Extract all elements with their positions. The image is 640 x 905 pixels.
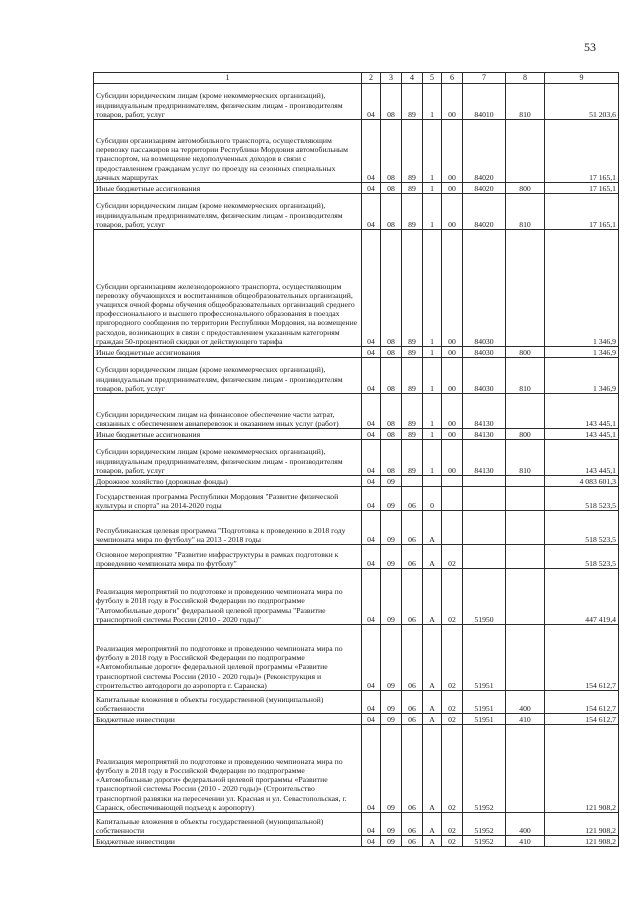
subprogram-code: 1 <box>423 120 442 183</box>
expense-type-code <box>506 394 545 429</box>
event-code <box>442 476 463 487</box>
section-code: 04 <box>362 511 381 545</box>
amount: 121 908,2 <box>545 725 619 813</box>
subsection-code: 08 <box>381 230 402 347</box>
section-code: 04 <box>362 691 381 714</box>
direction-code: 84030 <box>463 347 506 358</box>
program-code: 89 <box>402 347 423 358</box>
item-name: Реализация мероприятий по подготовке и проведению чемпионата мира по футболу в 2018 году в Российской Федерации по подпрограмме «Автомобильные дороги» федеральной целевой программы «Развитие транспортной системы России (2010 - 2020 годы)» (Реконструкция и строительство автодороги до аэропорта г. Саранска) <box>94 625 362 691</box>
event-code: 00 <box>442 84 463 120</box>
subprogram-code: А <box>423 691 442 714</box>
section-code: 04 <box>362 230 381 347</box>
expense-type-code <box>506 545 545 569</box>
subsection-code: 08 <box>381 440 402 476</box>
event-code <box>442 511 463 545</box>
budget-table <box>93 72 619 847</box>
event-code: 02 <box>442 691 463 714</box>
item-name: Капитальные вложения в объекты государственной (муниципальной) собственности <box>94 813 362 836</box>
subprogram-code: А <box>423 714 442 725</box>
event-code: 00 <box>442 120 463 183</box>
event-code: 00 <box>442 230 463 347</box>
program-code: 06 <box>402 487 423 511</box>
amount: 518 523,5 <box>545 545 619 569</box>
expense-type-code <box>506 569 545 625</box>
item-name: Республиканская целевая программа "Подготовка к проведению в 2018 году чемпионата мира по футболу" на 2013 - 2018 годы <box>94 511 362 545</box>
subprogram-code: 1 <box>423 358 442 394</box>
section-code: 04 <box>362 487 381 511</box>
event-code <box>442 487 463 511</box>
direction-code: 51951 <box>463 625 506 691</box>
program-code: 89 <box>402 394 423 429</box>
subprogram-code: 1 <box>423 230 442 347</box>
column-header: 3 <box>381 73 402 84</box>
expense-type-code <box>506 511 545 545</box>
expense-type-code <box>506 625 545 691</box>
event-code: 02 <box>442 836 463 847</box>
expense-type-code <box>506 230 545 347</box>
subprogram-code: 1 <box>423 429 442 440</box>
subsection-code: 08 <box>381 347 402 358</box>
event-code: 02 <box>442 569 463 625</box>
amount: 4 083 601,3 <box>545 476 619 487</box>
item-name: Субсидии организациям железнодорожного транспорта, осуществляющим перевозку обучающихся и воспитанников общеобразовательных организаций, учащихся очной формы обучения общеобразовательных организаций среднего профессионального и высшего профессионального образования в поездах пригородного сообщения по территории Республики Мордовия, на возмещение расходов, возникающих в связи с предоставлением указанным категориям граждан 50-процентной скидки от действующего тарифа <box>94 230 362 347</box>
subprogram-code: А <box>423 836 442 847</box>
subprogram-code: 1 <box>423 347 442 358</box>
amount: 518 523,5 <box>545 511 619 545</box>
section-code: 04 <box>362 836 381 847</box>
expense-type-code: 810 <box>506 194 545 230</box>
subsection-code: 08 <box>381 429 402 440</box>
section-code: 04 <box>362 120 381 183</box>
amount: 51 203,6 <box>545 84 619 120</box>
amount: 143 445,1 <box>545 440 619 476</box>
item-name: Государственная программа Республики Мордовия "Развитие физической культуры и спорта" на 2014-2020 годы <box>94 487 362 511</box>
column-header: 4 <box>402 73 423 84</box>
direction-code: 51952 <box>463 836 506 847</box>
program-code: 06 <box>402 836 423 847</box>
direction-code: 84010 <box>463 84 506 120</box>
table-row <box>94 84 619 120</box>
item-name: Субсидии юридическим лицам (кроме некоммерческих организаций), индивидуальным предпринимателям, физическим лицам - производителям товаров, работ, услуг <box>94 194 362 230</box>
amount: 121 908,2 <box>545 813 619 836</box>
expense-type-code: 410 <box>506 714 545 725</box>
direction-code: 51951 <box>463 691 506 714</box>
amount: 1 346,9 <box>545 358 619 394</box>
expense-type-code: 800 <box>506 347 545 358</box>
item-name: Иные бюджетные ассигнования <box>94 183 362 194</box>
table-row <box>94 545 619 569</box>
subprogram-code: А <box>423 511 442 545</box>
section-code: 04 <box>362 569 381 625</box>
amount: 1 346,9 <box>545 230 619 347</box>
expense-type-code: 410 <box>506 836 545 847</box>
table-header-row <box>94 73 619 84</box>
event-code: 00 <box>442 440 463 476</box>
section-code: 04 <box>362 545 381 569</box>
amount: 17 165,1 <box>545 183 619 194</box>
event-code: 00 <box>442 347 463 358</box>
table-row <box>94 394 619 429</box>
subsection-code: 08 <box>381 183 402 194</box>
direction-code: 84130 <box>463 440 506 476</box>
subsection-code: 09 <box>381 545 402 569</box>
program-code: 89 <box>402 429 423 440</box>
section-code: 04 <box>362 394 381 429</box>
expense-type-code <box>506 725 545 813</box>
column-header: 1 <box>94 73 362 84</box>
expense-type-code: 810 <box>506 358 545 394</box>
amount: 143 445,1 <box>545 429 619 440</box>
event-code: 02 <box>442 714 463 725</box>
amount: 447 419,4 <box>545 569 619 625</box>
program-code: 89 <box>402 230 423 347</box>
program-code: 06 <box>402 714 423 725</box>
subsection-code: 08 <box>381 84 402 120</box>
subprogram-code: 1 <box>423 84 442 120</box>
direction-code: 84030 <box>463 230 506 347</box>
item-name: Субсидии организациям автомобильного транспорта, осуществляющим перевозку пассажиров на территории Республики Мордовия автомобильным транспортом, на возмещение недополученных доходов в связи с предоставлением гражданам услуг по проезду на сезонных специальных дачных маршрутах <box>94 120 362 183</box>
event-code: 02 <box>442 545 463 569</box>
item-name: Реализация мероприятий по подготовке и проведению чемпионата мира по футболу в 2018 году в Российской Федерации по подпрограмме "Автомобильные дороги" федеральной целевой программы "Развитие транспортной системы России (2010 - 2020 годы)" <box>94 569 362 625</box>
subsection-code: 09 <box>381 487 402 511</box>
program-code: 06 <box>402 725 423 813</box>
program-code: 06 <box>402 625 423 691</box>
subsection-code: 08 <box>381 394 402 429</box>
section-code: 04 <box>362 429 381 440</box>
program-code: 06 <box>402 691 423 714</box>
section-code: 04 <box>362 194 381 230</box>
subprogram-code: 1 <box>423 394 442 429</box>
subprogram-code: А <box>423 725 442 813</box>
direction-code: 51952 <box>463 813 506 836</box>
expense-type-code <box>506 120 545 183</box>
program-code: 89 <box>402 358 423 394</box>
subprogram-code: 1 <box>423 440 442 476</box>
table-row <box>94 120 619 183</box>
item-name: Основное мероприятие "Развитие инфраструктуры в рамках подготовки к проведению чемпионата мира по футболу" <box>94 545 362 569</box>
program-code: 06 <box>402 569 423 625</box>
amount: 154 612,7 <box>545 691 619 714</box>
table-row <box>94 358 619 394</box>
event-code: 00 <box>442 183 463 194</box>
column-header: 8 <box>506 73 545 84</box>
table-row <box>94 429 619 440</box>
subsection-code: 08 <box>381 120 402 183</box>
column-header: 5 <box>423 73 442 84</box>
amount: 17 165,1 <box>545 194 619 230</box>
program-code: 89 <box>402 84 423 120</box>
table-row <box>94 476 619 487</box>
table-row <box>94 440 619 476</box>
section-code: 04 <box>362 625 381 691</box>
table-row <box>94 194 619 230</box>
amount: 518 523,5 <box>545 487 619 511</box>
direction-code: 84030 <box>463 358 506 394</box>
expense-type-code <box>506 476 545 487</box>
item-name: Иные бюджетные ассигнования <box>94 429 362 440</box>
program-code: 89 <box>402 120 423 183</box>
direction-code: 84130 <box>463 394 506 429</box>
program-code: 89 <box>402 194 423 230</box>
event-code: 02 <box>442 725 463 813</box>
direction-code: 51952 <box>463 725 506 813</box>
column-header: 2 <box>362 73 381 84</box>
event-code: 00 <box>442 429 463 440</box>
subprogram-code: 1 <box>423 194 442 230</box>
subprogram-code: А <box>423 625 442 691</box>
subsection-code: 08 <box>381 358 402 394</box>
direction-code <box>463 511 506 545</box>
table-row <box>94 183 619 194</box>
direction-code <box>463 545 506 569</box>
section-code: 04 <box>362 358 381 394</box>
amount: 154 612,7 <box>545 714 619 725</box>
program-code: 89 <box>402 183 423 194</box>
table-row <box>94 836 619 847</box>
item-name: Субсидии юридическим лицам на финансовое обеспечение части затрат, связанных с обеспечением авиаперевозок и оказанием иных услуг (работ) <box>94 394 362 429</box>
column-header: 9 <box>545 73 619 84</box>
item-name: Капитальные вложения в объекты государственной (муниципальной) собственности <box>94 691 362 714</box>
event-code: 00 <box>442 358 463 394</box>
direction-code: 84020 <box>463 194 506 230</box>
section-code: 04 <box>362 476 381 487</box>
item-name: Бюджетные инвестиции <box>94 714 362 725</box>
expense-type-code: 800 <box>506 429 545 440</box>
item-name: Дорожное хозяйство (дорожные фонды) <box>94 476 362 487</box>
subsection-code: 09 <box>381 511 402 545</box>
event-code: 02 <box>442 625 463 691</box>
subsection-code: 09 <box>381 725 402 813</box>
table-row <box>94 725 619 813</box>
section-code: 04 <box>362 714 381 725</box>
table-row <box>94 487 619 511</box>
table-row <box>94 511 619 545</box>
subprogram-code <box>423 476 442 487</box>
direction-code: 84020 <box>463 120 506 183</box>
subsection-code: 09 <box>381 625 402 691</box>
column-header: 7 <box>463 73 506 84</box>
table-row <box>94 714 619 725</box>
subsection-code: 09 <box>381 714 402 725</box>
subprogram-code: А <box>423 545 442 569</box>
subsection-code: 09 <box>381 476 402 487</box>
subsection-code: 09 <box>381 569 402 625</box>
table-row <box>94 230 619 347</box>
amount: 154 612,7 <box>545 625 619 691</box>
subsection-code: 09 <box>381 836 402 847</box>
expense-type-code: 810 <box>506 84 545 120</box>
amount: 143 445,1 <box>545 394 619 429</box>
section-code: 04 <box>362 440 381 476</box>
direction-code <box>463 476 506 487</box>
event-code: 00 <box>442 394 463 429</box>
direction-code: 84130 <box>463 429 506 440</box>
subprogram-code: 1 <box>423 183 442 194</box>
item-name: Субсидии юридическим лицам (кроме некоммерческих организаций), индивидуальным предпринимателям, физическим лицам - производителям товаров, работ, услуг <box>94 358 362 394</box>
expense-type-code: 810 <box>506 440 545 476</box>
section-code: 04 <box>362 347 381 358</box>
item-name: Реализация мероприятий по подготовке и проведению чемпионата мира по футболу в 2018 году в Российской Федерации по подпрограмме «Автомобильные дороги» федеральной целевой программы «Развитие транспортной системы России (2010 - 2020 годы)» (Строительство транспортной развязки на пересечении ул. Красная и ул. Севастопольская, г. Саранск, обеспечивающей подъезд к аэропорту) <box>94 725 362 813</box>
table-row <box>94 569 619 625</box>
section-code: 04 <box>362 725 381 813</box>
expense-type-code: 800 <box>506 183 545 194</box>
section-code: 04 <box>362 183 381 194</box>
page-number: 53 <box>584 40 596 54</box>
section-code: 04 <box>362 813 381 836</box>
subsection-code: 08 <box>381 194 402 230</box>
event-code: 00 <box>442 194 463 230</box>
amount: 121 908,2 <box>545 836 619 847</box>
item-name: Бюджетные инвестиции <box>94 836 362 847</box>
direction-code: 51950 <box>463 569 506 625</box>
program-code: 89 <box>402 440 423 476</box>
section-code: 04 <box>362 84 381 120</box>
direction-code: 84020 <box>463 183 506 194</box>
item-name: Субсидии юридическим лицам (кроме некоммерческих организаций), индивидуальным предпринимателям, физическим лицам - производителям товаров, работ, услуг <box>94 440 362 476</box>
column-header: 6 <box>442 73 463 84</box>
item-name: Иные бюджетные ассигнования <box>94 347 362 358</box>
program-code: 06 <box>402 545 423 569</box>
expense-type-code: 400 <box>506 691 545 714</box>
direction-code: 51951 <box>463 714 506 725</box>
subprogram-code: А <box>423 813 442 836</box>
program-code: 06 <box>402 511 423 545</box>
item-name: Субсидии юридическим лицам (кроме некоммерческих организаций), индивидуальным предпринимателям, физическим лицам - производителям товаров, работ, услуг <box>94 84 362 120</box>
table-row <box>94 347 619 358</box>
amount: 17 165,1 <box>545 120 619 183</box>
subprogram-code: 0 <box>423 487 442 511</box>
table-row <box>94 813 619 836</box>
direction-code <box>463 487 506 511</box>
expense-type-code: 400 <box>506 813 545 836</box>
subprogram-code: А <box>423 569 442 625</box>
amount: 1 346,9 <box>545 347 619 358</box>
program-code <box>402 476 423 487</box>
subsection-code: 09 <box>381 813 402 836</box>
table-row <box>94 691 619 714</box>
subsection-code: 09 <box>381 691 402 714</box>
expense-type-code <box>506 487 545 511</box>
table-row <box>94 625 619 691</box>
program-code: 06 <box>402 813 423 836</box>
event-code: 02 <box>442 813 463 836</box>
